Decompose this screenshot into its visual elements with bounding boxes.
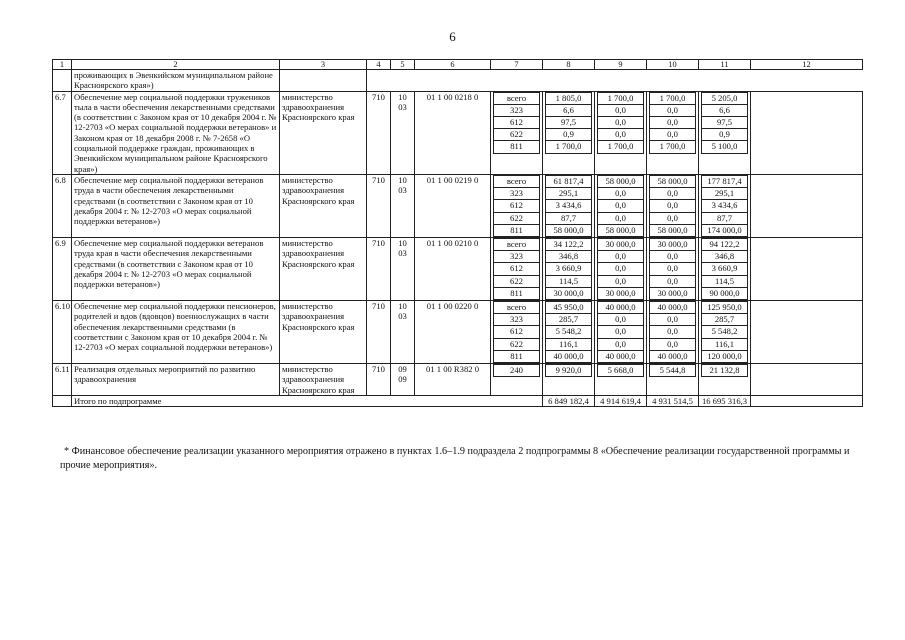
amount-value: 5 100,0 xyxy=(702,141,748,153)
empty-cell xyxy=(751,174,863,237)
header-cell: 4 xyxy=(367,60,391,70)
amount-value: 5 668,0 xyxy=(598,365,644,377)
total-label: Итого по подпрограмме xyxy=(72,395,543,406)
amount-value: 295,1 xyxy=(702,188,748,200)
header-cell: 12 xyxy=(751,60,863,70)
target-article-code: 01 1 00 R382 0 xyxy=(415,364,491,396)
value-cell xyxy=(491,301,543,364)
amount-value: 5 548,2 xyxy=(702,326,748,338)
amount-value: 0,0 xyxy=(598,188,644,200)
target-article-code: 01 1 00 0218 0 xyxy=(415,91,491,174)
amount-value: 114,5 xyxy=(546,275,592,287)
expense-type-code: всего xyxy=(494,175,540,187)
expense-type-code: 622 xyxy=(494,129,540,141)
header-cell: 3 xyxy=(280,60,367,70)
amount-value: 0,0 xyxy=(650,338,696,350)
header-cell: 7 xyxy=(491,60,543,70)
grbs-code: 710 xyxy=(367,91,391,174)
amount-value: 5 548,2 xyxy=(546,326,592,338)
value-stack xyxy=(545,364,592,377)
measure-number: 6.9 xyxy=(53,237,72,300)
value-cell xyxy=(595,237,647,300)
total-value: 4 931 514,5 xyxy=(647,395,699,406)
empty-cell xyxy=(751,237,863,300)
value-stack xyxy=(701,92,748,154)
value-cell xyxy=(647,174,699,237)
header-row xyxy=(53,60,863,70)
amount-value: 174 000,0 xyxy=(702,224,748,236)
value-stack xyxy=(493,175,540,237)
amount-value: 90 000,0 xyxy=(702,287,748,299)
amount-value: 97,5 xyxy=(702,117,748,129)
value-cell xyxy=(699,237,751,300)
table-row xyxy=(53,237,863,300)
expense-type-code: всего xyxy=(494,92,540,104)
value-cell xyxy=(543,91,595,174)
amount-value: 0,0 xyxy=(650,104,696,116)
value-cell xyxy=(543,301,595,364)
amount-value: 0,9 xyxy=(546,129,592,141)
amount-value: 0,0 xyxy=(598,275,644,287)
amount-value: 3 660,9 xyxy=(546,263,592,275)
amount-value: 30 000,0 xyxy=(546,287,592,299)
amount-value: 0,0 xyxy=(650,263,696,275)
grbs-code: 710 xyxy=(367,174,391,237)
value-stack xyxy=(545,175,592,237)
measure-title: Обеспечение мер социальной поддержки пенсионеров, родителей и вдов (вдовцов) военнослужащих в части обеспечения лекарственными средствами (в соответствии с Законом края от 10 декабря 2004 г. № 12-2703 «О мерах социальной поддержки ветеранов») xyxy=(72,301,280,364)
amount-value: 9 920,0 xyxy=(546,365,592,377)
total-value: 6 849 182,4 xyxy=(543,395,595,406)
value-stack xyxy=(597,175,644,237)
amount-value: 0,0 xyxy=(598,251,644,263)
amount-value: 6,6 xyxy=(702,104,748,116)
value-stack xyxy=(649,175,696,237)
amount-value: 0,0 xyxy=(650,129,696,141)
amount-value: 30 000,0 xyxy=(650,238,696,250)
amount-value: 346,8 xyxy=(546,251,592,263)
table-row xyxy=(53,364,863,396)
expense-type-code: 811 xyxy=(494,287,540,299)
expense-type-code: 323 xyxy=(494,314,540,326)
value-cell xyxy=(699,91,751,174)
amount-value: 40 000,0 xyxy=(546,350,592,362)
amount-value: 285,7 xyxy=(546,314,592,326)
value-cell xyxy=(595,301,647,364)
value-stack xyxy=(493,238,540,300)
table-row xyxy=(53,301,863,364)
empty-cell xyxy=(751,301,863,364)
amount-value: 0,0 xyxy=(650,188,696,200)
amount-value: 0,0 xyxy=(650,200,696,212)
expense-type-code: 612 xyxy=(494,200,540,212)
expense-type-code: 622 xyxy=(494,338,540,350)
expense-type-code: 811 xyxy=(494,350,540,362)
grbs-code: 710 xyxy=(367,237,391,300)
amount-value: 58 000,0 xyxy=(650,224,696,236)
amount-value: 125 950,0 xyxy=(702,302,748,314)
empty-cell xyxy=(751,395,863,406)
amount-value: 0,0 xyxy=(650,275,696,287)
amount-value: 58 000,0 xyxy=(598,224,644,236)
executor-name: министерство здравоохранения Красноярского края xyxy=(280,237,367,300)
amount-value: 21 132,8 xyxy=(702,365,748,377)
grbs-code: 710 xyxy=(367,364,391,396)
value-stack xyxy=(649,301,696,363)
value-cell xyxy=(699,364,751,396)
value-cell xyxy=(647,364,699,396)
amount-value: 3 660,9 xyxy=(702,263,748,275)
table-row xyxy=(53,91,863,174)
grbs-code: 710 xyxy=(367,301,391,364)
amount-value: 0,0 xyxy=(598,314,644,326)
amount-value: 58 000,0 xyxy=(598,175,644,187)
amount-value: 3 434,6 xyxy=(702,200,748,212)
header-cell: 11 xyxy=(699,60,751,70)
value-cell xyxy=(647,237,699,300)
value-cell xyxy=(595,91,647,174)
value-cell xyxy=(491,174,543,237)
measure-number: 6.8 xyxy=(53,174,72,237)
value-stack xyxy=(493,92,540,154)
table-row xyxy=(53,174,863,237)
expense-type-code: всего xyxy=(494,238,540,250)
amount-value: 1 700,0 xyxy=(598,92,644,104)
header-cell: 2 xyxy=(72,60,280,70)
header-cell: 8 xyxy=(543,60,595,70)
page-number: 6 xyxy=(449,29,456,44)
amount-value: 3 434,6 xyxy=(546,200,592,212)
value-stack xyxy=(545,301,592,363)
amount-value: 61 817,4 xyxy=(546,175,592,187)
amount-value: 177 817,4 xyxy=(702,175,748,187)
value-stack xyxy=(649,364,696,377)
value-cell xyxy=(595,174,647,237)
total-row xyxy=(53,395,863,406)
amount-value: 0,0 xyxy=(650,326,696,338)
amount-value: 0,0 xyxy=(650,212,696,224)
amount-value: 1 700,0 xyxy=(546,141,592,153)
amount-value: 1 700,0 xyxy=(650,92,696,104)
expense-type-code: 811 xyxy=(494,141,540,153)
value-cell xyxy=(491,91,543,174)
expense-type-code: всего xyxy=(494,302,540,314)
value-cell xyxy=(491,237,543,300)
amount-value: 87,7 xyxy=(546,212,592,224)
measure-title: Реализация отдельных мероприятий по развитию здравоохранения xyxy=(72,364,280,396)
value-cell xyxy=(595,364,647,396)
amount-value: 5 205,0 xyxy=(702,92,748,104)
amount-value: 0,0 xyxy=(598,117,644,129)
value-stack xyxy=(649,238,696,300)
continuation-row xyxy=(53,70,863,92)
amount-value: 45 950,0 xyxy=(546,302,592,314)
value-stack xyxy=(649,92,696,154)
value-stack xyxy=(493,364,540,377)
expense-type-code: 811 xyxy=(494,224,540,236)
expense-type-code: 612 xyxy=(494,326,540,338)
amount-value: 30 000,0 xyxy=(598,287,644,299)
value-stack xyxy=(701,175,748,237)
value-stack xyxy=(701,238,748,300)
amount-value: 116,1 xyxy=(702,338,748,350)
value-cell xyxy=(543,364,595,396)
expense-type-code: 622 xyxy=(494,212,540,224)
continuation-text: проживающих в Эвенкийском муниципальном районе Красноярского края») xyxy=(72,70,280,92)
value-cell xyxy=(491,364,543,396)
amount-value: 5 544,8 xyxy=(650,365,696,377)
amount-value: 58 000,0 xyxy=(546,224,592,236)
executor-name: министерство здравоохранения Красноярского края xyxy=(280,174,367,237)
amount-value: 1 805,0 xyxy=(546,92,592,104)
amount-value: 295,1 xyxy=(546,188,592,200)
section-code: 10 03 xyxy=(391,237,415,300)
total-value: 16 695 316,3 xyxy=(699,395,751,406)
section-code: 10 03 xyxy=(391,174,415,237)
amount-value: 0,0 xyxy=(650,314,696,326)
target-article-code: 01 1 00 0220 0 xyxy=(415,301,491,364)
value-cell xyxy=(699,301,751,364)
footnote: * Финансовое обеспечение реализации указанного мероприятия отражено в пунктах 1.6–1.9 подраздела 2 подпрограммы 8 «Обеспечение реализации государственной программы и прочие мероприятия». xyxy=(60,446,850,471)
budget-table xyxy=(52,59,863,407)
amount-value: 1 700,0 xyxy=(598,141,644,153)
empty-cell xyxy=(751,91,863,174)
amount-value: 0,0 xyxy=(650,251,696,263)
amount-value: 30 000,0 xyxy=(650,287,696,299)
value-stack xyxy=(545,238,592,300)
value-cell xyxy=(543,237,595,300)
value-cell xyxy=(647,91,699,174)
executor-name: министерство здравоохранения Красноярского края xyxy=(280,91,367,174)
section-code: 10 03 xyxy=(391,301,415,364)
expense-type-code: 323 xyxy=(494,188,540,200)
value-stack xyxy=(597,92,644,154)
amount-value: 6,6 xyxy=(546,104,592,116)
amount-value: 40 000,0 xyxy=(650,302,696,314)
section-code: 10 03 xyxy=(391,91,415,174)
amount-value: 0,0 xyxy=(598,212,644,224)
executor-name: министерство здравоохранения Красноярского края xyxy=(280,364,367,396)
amount-value: 1 700,0 xyxy=(650,141,696,153)
expense-type-code: 612 xyxy=(494,117,540,129)
amount-value: 285,7 xyxy=(702,314,748,326)
measure-title: Обеспечение мер социальной поддержки ветеранов труда края в части обеспечения лекарственными средствами (в соответствии с Законом края от 10 декабря 2004 г. № 12-2703 «О мерах социальной поддержки ветеранов») xyxy=(72,237,280,300)
measure-title: Обеспечение мер социальной поддержки ветеранов труда в части обеспечения лекарственными средствами (в соответствии с Законом края от 10 декабря 2004 г. № 12-2703 «О мерах социальной поддержки ветеранов») xyxy=(72,174,280,237)
expense-type-code: 323 xyxy=(494,104,540,116)
amount-value: 0,0 xyxy=(598,129,644,141)
amount-value: 97,5 xyxy=(546,117,592,129)
value-stack xyxy=(545,92,592,154)
target-article-code: 01 1 00 0219 0 xyxy=(415,174,491,237)
amount-value: 40 000,0 xyxy=(650,350,696,362)
header-cell: 5 xyxy=(391,60,415,70)
amount-value: 58 000,0 xyxy=(650,175,696,187)
amount-value: 30 000,0 xyxy=(598,238,644,250)
amount-value: 87,7 xyxy=(702,212,748,224)
value-cell xyxy=(647,301,699,364)
header-cell: 6 xyxy=(415,60,491,70)
value-stack xyxy=(597,238,644,300)
measure-number: 6.10 xyxy=(53,301,72,364)
header-cell: 10 xyxy=(647,60,699,70)
value-stack xyxy=(701,301,748,363)
amount-value: 94 122,2 xyxy=(702,238,748,250)
target-article-code: 01 1 00 0210 0 xyxy=(415,237,491,300)
expense-type-code: 323 xyxy=(494,251,540,263)
measure-number: 6.11 xyxy=(53,364,72,396)
empty-cell xyxy=(53,395,72,406)
amount-value: 116,1 xyxy=(546,338,592,350)
amount-value: 0,0 xyxy=(598,263,644,275)
value-stack xyxy=(701,364,748,377)
amount-value: 346,8 xyxy=(702,251,748,263)
header-cell: 1 xyxy=(53,60,72,70)
amount-value: 40 000,0 xyxy=(598,350,644,362)
value-stack xyxy=(597,364,644,377)
value-stack xyxy=(597,301,644,363)
expense-type-code: 622 xyxy=(494,275,540,287)
value-cell xyxy=(699,174,751,237)
amount-value: 34 122,2 xyxy=(546,238,592,250)
measure-number: 6.7 xyxy=(53,91,72,174)
expense-type-code: 240 xyxy=(494,365,540,377)
amount-value: 40 000,0 xyxy=(598,302,644,314)
empty-cell xyxy=(751,364,863,396)
amount-value: 0,0 xyxy=(598,338,644,350)
amount-value: 0,0 xyxy=(598,326,644,338)
section-code: 09 09 xyxy=(391,364,415,396)
value-stack xyxy=(493,301,540,363)
value-cell xyxy=(543,174,595,237)
amount-value: 0,0 xyxy=(650,117,696,129)
header-cell: 9 xyxy=(595,60,647,70)
amount-value: 0,9 xyxy=(702,129,748,141)
amount-value: 0,0 xyxy=(598,200,644,212)
amount-value: 0,0 xyxy=(598,104,644,116)
amount-value: 120 000,0 xyxy=(702,350,748,362)
amount-value: 114,5 xyxy=(702,275,748,287)
measure-title: Обеспечение мер социальной поддержки тружеников тыла в части обеспечения лекарственными средствами (в соответствии с Законом края от 10 декабря 2004 г. № 12-2703 «О мерах социальной поддержки ветеранов» и Законом края от 18 декабря 2008 г. № 7-2658 «О социальной поддержке граждан, проживающих в Эвенкийском муниципальном районе Красноярского края») xyxy=(72,91,280,174)
executor-name: министерство здравоохранения Красноярского края xyxy=(280,301,367,364)
total-value: 4 914 619,4 xyxy=(595,395,647,406)
expense-type-code: 612 xyxy=(494,263,540,275)
